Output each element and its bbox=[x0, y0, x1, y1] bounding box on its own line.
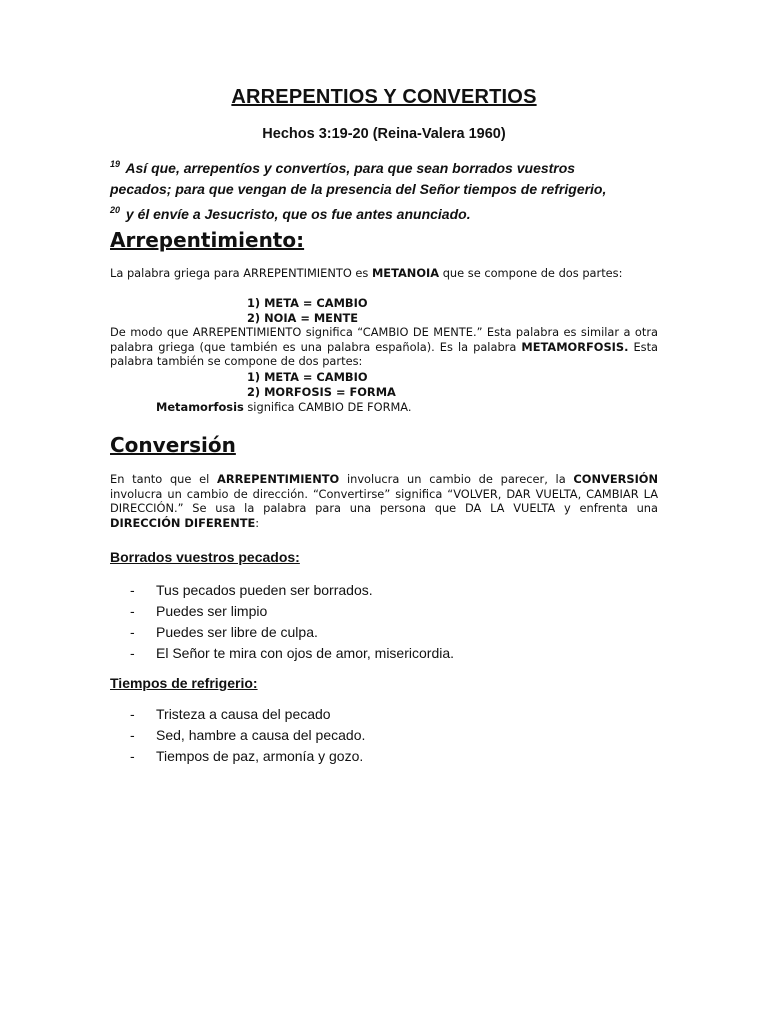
list-item-text: El Señor te mira con ojos de amor, misericordia. bbox=[156, 645, 455, 661]
list-item-text: Puedes ser libre de culpa. bbox=[156, 624, 318, 640]
term-metamorfosis: METAMORFOSIS. bbox=[521, 339, 629, 354]
verse-text bbox=[110, 154, 610, 225]
definition-morfosis: 2) MORFOSIS = FORMA bbox=[247, 385, 396, 399]
list-item bbox=[130, 704, 365, 725]
dash-marker: - bbox=[130, 624, 135, 640]
dash-marker: - bbox=[130, 645, 135, 661]
term-metanoia: METANOIA bbox=[371, 266, 440, 280]
heading-arrepentimiento: Arrepentimiento: bbox=[110, 228, 305, 252]
verse-number-20: 20 bbox=[110, 205, 121, 215]
heading-conversion: Conversión bbox=[110, 433, 236, 457]
scripture-reference: Hechos 3:19-20 (Reina-Valera 1960) bbox=[262, 126, 506, 142]
term-conversion: CONVERSIÓN bbox=[573, 472, 659, 486]
meaning-text: significa CAMBIO DE FORMA. bbox=[247, 400, 412, 414]
list-item bbox=[130, 580, 454, 601]
list-item bbox=[130, 725, 365, 746]
dash-marker: - bbox=[130, 582, 135, 598]
list-item bbox=[130, 746, 365, 767]
list-item bbox=[130, 601, 454, 622]
intro-text-c: que se compone de dos partes: bbox=[442, 266, 623, 280]
p2-text-a: De modo que ARREPENTIMIENTO significa “CAMBIO DE MENTE.” Esta palabra es similar a otra palabra griega (que también es una palabra española). Es la palabra bbox=[110, 325, 658, 354]
borrados-list bbox=[130, 580, 454, 664]
verse-number-19: 19 bbox=[110, 159, 121, 169]
conv-text-e: involucra un cambio de dirección. “Convertirse” significa “VOLVER, DAR VUELTA, CAMBIAR LA DIRECCIÓN.” Se usa la palabra para una persona que DA LA VUELTA y enfrenta una bbox=[110, 486, 658, 516]
list-item bbox=[130, 643, 454, 664]
verse-part-1: Así que, arrepentíos y convertíos, para que sean borrados vuestros pecados; para que vengan de la presencia del Señor tiempos de refrigerio, bbox=[110, 160, 607, 197]
arrepentimiento-paragraph-2 bbox=[110, 325, 658, 369]
definition-meta-2: 1) META = CAMBIO bbox=[247, 370, 368, 384]
conversion-paragraph bbox=[110, 472, 658, 531]
dash-marker: - bbox=[130, 603, 135, 619]
definition-noia: 2) NOIA = MENTE bbox=[247, 311, 359, 325]
dash-marker: - bbox=[130, 748, 135, 764]
definition-meta: 1) META = CAMBIO bbox=[247, 296, 368, 310]
conv-colon: : bbox=[255, 516, 260, 531]
document-title: ARREPENTIOS Y CONVERTIOS bbox=[231, 86, 537, 108]
term-direccion-diferente: DIRECCIÓN DIFERENTE bbox=[110, 516, 256, 531]
list-item-text: Puedes ser limpio bbox=[156, 603, 268, 619]
term-metamorfosis-2: Metamorfosis bbox=[156, 400, 244, 414]
refrigerio-list bbox=[130, 704, 365, 767]
heading-refrigerio: Tiempos de refrigerio: bbox=[110, 675, 258, 691]
metamorfosis-meaning bbox=[156, 400, 412, 415]
heading-borrados: Borrados vuestros pecados: bbox=[110, 549, 300, 565]
list-item-text: Tus pecados pueden ser borrados. bbox=[156, 582, 373, 598]
conv-text-a: En tanto que el bbox=[110, 472, 210, 486]
term-arrepentimiento: ARREPENTIMIENTO bbox=[217, 472, 340, 486]
list-item-text: Tristeza a causa del pecado bbox=[156, 706, 331, 722]
dash-marker: - bbox=[130, 706, 135, 722]
verse-part-2: y él envíe a Jesucristo, que os fue antes anunciado. bbox=[125, 206, 471, 222]
list-item-text: Tiempos de paz, armonía y gozo. bbox=[156, 748, 364, 764]
intro-text-a: La palabra griega para ARREPENTIMIENTO es bbox=[110, 266, 369, 280]
list-item bbox=[130, 622, 454, 643]
arrepentimiento-intro bbox=[110, 266, 658, 281]
p2-text-c: Esta palabra también se compone de dos partes: bbox=[110, 339, 659, 369]
list-item-text: Sed, hambre a causa del pecado. bbox=[156, 727, 366, 743]
dash-marker: - bbox=[130, 727, 135, 743]
conv-text-c: involucra un cambio de parecer, la bbox=[346, 472, 566, 486]
